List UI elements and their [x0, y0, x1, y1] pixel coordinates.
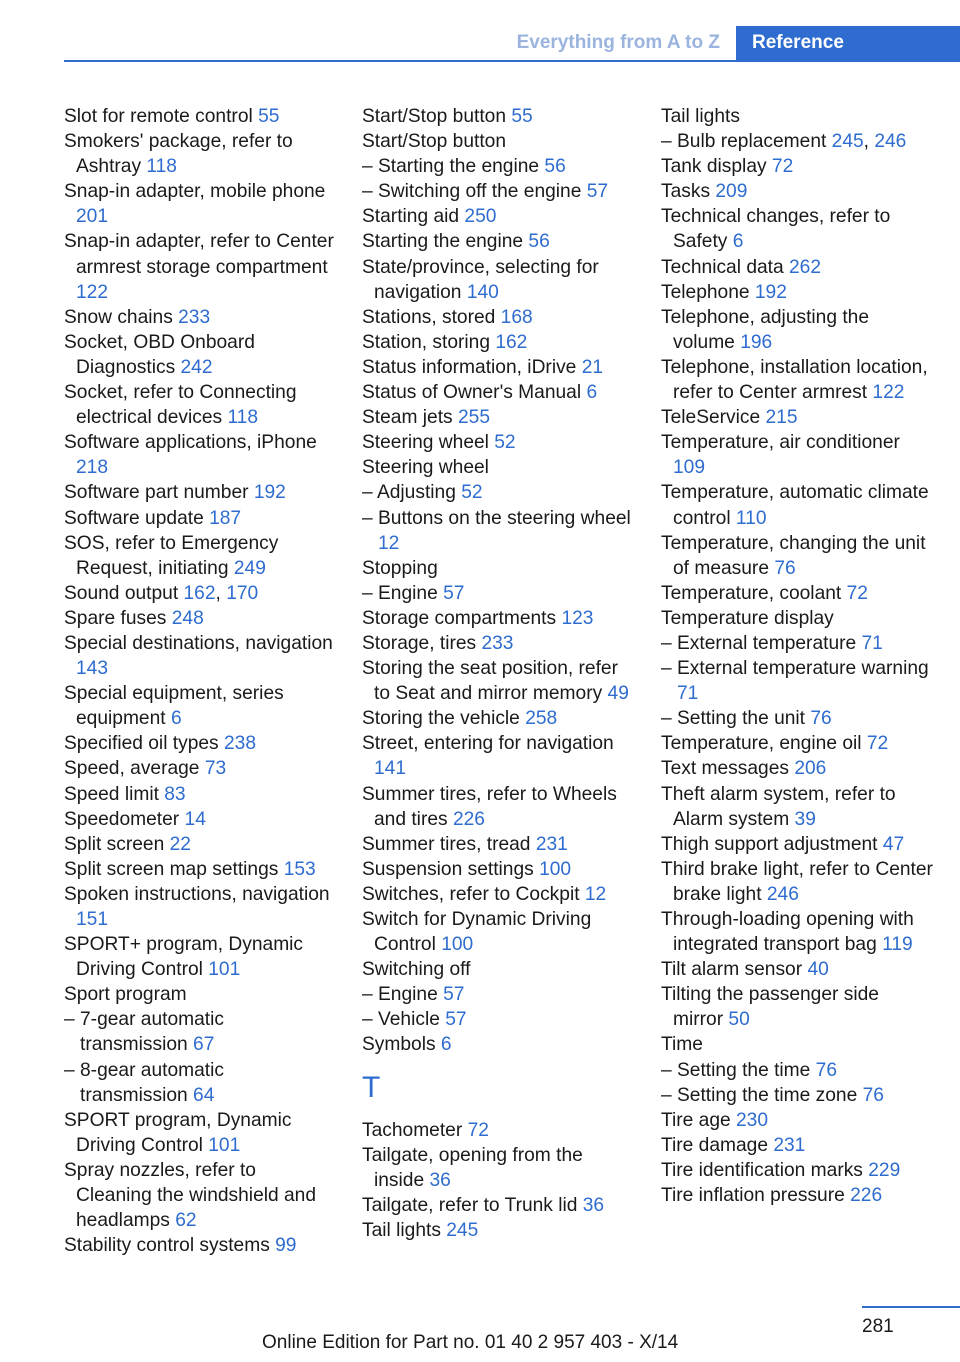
index-entry-label: Spare fuses — [64, 607, 172, 629]
index-entry — [362, 1143, 634, 1193]
index-entry-label: Summer tires, tread — [362, 833, 536, 855]
index-entry — [64, 932, 336, 982]
index-entry-label: Start/Stop button — [362, 106, 512, 127]
page-reference-link[interactable]: 72 — [846, 582, 868, 604]
index-entry-label: Special equipment, series equipment — [64, 683, 284, 730]
index-entry-label: State/province, selecting for navigation — [362, 256, 599, 303]
page-reference-link[interactable]: 55 — [258, 106, 280, 127]
page-reference-link[interactable]: 22 — [169, 833, 191, 855]
index-entry-label: Start/Stop button — [362, 131, 506, 153]
index-entry-label: – Setting the time — [661, 1059, 816, 1081]
index-entry — [362, 656, 634, 706]
index-subentry: – Bulb replacement 245, 246 — [661, 131, 907, 153]
index-entry-label: Software update — [64, 507, 210, 529]
index-entry-label: Text messages — [661, 758, 795, 780]
index-entry-label: Tire inflation pressure — [661, 1185, 851, 1207]
index-entry-label: – Engine — [362, 582, 444, 604]
page-reference-link[interactable]: 73 — [204, 758, 227, 780]
page-reference-link[interactable]: 40 — [807, 959, 829, 981]
index-entry-label: Spoken instructions, navigation — [64, 883, 330, 905]
index-entry — [64, 807, 336, 832]
index-entry-label: Tire damage — [661, 1134, 774, 1156]
page-reference-link[interactable]: 71 — [677, 683, 699, 705]
page-reference-link[interactable]: 242 — [180, 356, 213, 378]
page-reference-link[interactable]: 246 — [874, 131, 907, 153]
index-entry — [661, 1108, 933, 1133]
index-entry-label: Street, entering for navigation — [362, 733, 614, 755]
index-entry — [362, 430, 634, 455]
page-reference-link[interactable]: 231 — [773, 1134, 806, 1156]
page-reference-link[interactable]: 153 — [283, 858, 316, 880]
page-reference-link[interactable]: 206 — [794, 758, 827, 780]
index-entry-label: Theft alarm system, refer to Alarm system — [661, 783, 896, 830]
index-entry-label: Switching off — [362, 959, 471, 981]
index-entry-label: Technical changes, refer to Safety — [661, 206, 891, 253]
page-reference-link[interactable]: 72 — [467, 1119, 489, 1141]
index-column-3 — [661, 104, 933, 1208]
page-reference-link[interactable]: 246 — [766, 883, 799, 905]
page-reference-link[interactable]: 99 — [275, 1235, 297, 1257]
index-entry-label: Third brake light, refer to Center brake light — [661, 858, 933, 905]
page-reference-link[interactable]: 262 — [789, 256, 822, 278]
index-subentry — [362, 506, 634, 556]
index-subentry — [64, 1007, 336, 1057]
page-reference-link[interactable]: 110 — [735, 507, 767, 529]
page-reference-link[interactable]: 71 — [861, 632, 883, 654]
index-entry-label: SPORT program, Dynamic Driving Control — [64, 1109, 292, 1156]
index-entry-label: Special destinations, navigation — [64, 632, 333, 654]
page-reference-link[interactable]: 12 — [584, 883, 607, 905]
index-entry-label: Temperature, engine oil — [661, 733, 867, 755]
index-entry-label: Temperature, automatic climate control — [661, 482, 929, 529]
index-entry — [64, 179, 336, 229]
page-reference-link[interactable]: 52 — [461, 482, 483, 504]
header-section-title: Everything from A to Z — [516, 32, 720, 53]
index-entry — [661, 480, 933, 530]
index-entry-label: Tire identification marks — [661, 1159, 869, 1181]
page-reference-link[interactable]: 57 — [443, 984, 465, 1006]
index-entry-label: Smokers' package, refer to Ashtray — [64, 131, 293, 178]
page-reference-link[interactable]: 6 — [440, 1034, 452, 1056]
index-entry — [362, 907, 634, 957]
page-reference-link[interactable]: 56 — [528, 231, 550, 253]
page-reference-link[interactable]: 255 — [457, 407, 490, 429]
index-entry — [661, 957, 933, 982]
index-entry-label: Storing the seat position, refer to Seat and mirror memory — [362, 658, 618, 705]
index-entry-label: Tail lights — [362, 1219, 447, 1241]
index-entry — [661, 1133, 933, 1158]
index-entry-label: Tailgate, refer to Trunk lid — [362, 1194, 583, 1216]
index-subentry — [362, 982, 634, 1007]
footer-edition-text: Online Edition for Part no. 01 40 2 957 403 - X/14 — [262, 1332, 679, 1353]
page-reference-link[interactable]: 170 — [226, 582, 259, 604]
index-subentry — [362, 154, 634, 179]
index-entry-label: Technical data — [661, 256, 789, 278]
page-reference-link[interactable]: 192 — [754, 281, 787, 303]
index-subentry — [661, 1058, 933, 1083]
page-reference-link[interactable]: 248 — [171, 607, 204, 629]
index-entry-label: Starting the engine — [362, 231, 529, 253]
index-entry-label: Status information, iDrive — [362, 356, 582, 378]
index-entry — [362, 1193, 634, 1218]
index-entry — [64, 832, 336, 857]
index-entry — [362, 405, 634, 430]
index-entry-label: – Bulb replacement — [661, 131, 832, 153]
index-entry — [362, 380, 634, 405]
page-reference-link[interactable]: 196 — [740, 331, 773, 353]
index-entry — [64, 681, 336, 731]
index-entry-label: Tachometer — [362, 1119, 468, 1141]
index-entry-label: Time — [661, 1034, 703, 1056]
index-entry-label: – Vehicle — [362, 1009, 446, 1031]
page-reference-link[interactable]: 100 — [539, 858, 572, 880]
page-reference-link[interactable]: 233 — [178, 306, 211, 328]
index-subentry — [362, 179, 634, 204]
index-entry — [362, 1032, 634, 1057]
index-entry-label: Starting aid — [362, 206, 465, 228]
page-reference-link[interactable]: 57 — [443, 582, 465, 604]
page-reference-link[interactable]: 50 — [728, 1009, 750, 1031]
index-entry-label: Symbols — [362, 1034, 441, 1056]
index-entry — [64, 606, 336, 631]
index-entry — [661, 305, 933, 355]
page-reference-link[interactable]: 162 — [495, 331, 528, 353]
index-entry-label: Spray nozzles, refer to Cleaning the windshield and headlamps — [64, 1159, 317, 1232]
page-header — [64, 26, 960, 62]
index-entry-label: Snap-in adapter, mobile phone — [64, 181, 326, 203]
page-number: 281 — [862, 1316, 894, 1337]
page-reference-link[interactable]: 245 — [446, 1219, 479, 1241]
index-entry-label: – 8-gear automatic transmission — [64, 1059, 224, 1106]
index-entry — [661, 531, 933, 581]
index-entry-label: Telephone, adjusting the volume — [661, 306, 870, 353]
index-entry-label: Split screen map settings — [64, 858, 284, 880]
index-entry — [362, 782, 634, 832]
page-reference-link[interactable]: 229 — [868, 1159, 901, 1181]
index-entry-label: Tank display — [661, 156, 772, 178]
index-entry-label: Socket, refer to Connecting electrical devices — [64, 382, 297, 429]
index-entry — [661, 606, 933, 631]
index-entry — [64, 380, 336, 430]
page-reference-link[interactable]: 209 — [715, 181, 748, 203]
index-entry — [64, 1108, 336, 1158]
page-reference-link[interactable]: 118 — [146, 156, 177, 178]
page-reference-link[interactable]: 230 — [736, 1109, 769, 1131]
index-entry-label: Speedometer — [64, 808, 185, 830]
footer-rule — [862, 1306, 960, 1308]
page-reference-link[interactable]: 122 — [872, 382, 905, 404]
page-reference-link[interactable]: 57 — [445, 1009, 467, 1031]
index-entry — [661, 104, 933, 129]
index-entry — [64, 480, 336, 505]
index-column-1 — [64, 104, 336, 1258]
index-entry — [64, 756, 336, 781]
page-reference-link[interactable]: 109 — [673, 457, 706, 479]
page-reference-link[interactable]: 72 — [866, 733, 889, 755]
index-entry-label: Stations, stored — [362, 306, 501, 328]
index-entry-label: – Engine — [362, 984, 444, 1006]
index-entry — [64, 982, 336, 1007]
index-entry-label: Snap-in adapter, refer to Center armrest storage compartment — [64, 231, 334, 278]
page-reference-link[interactable]: 55 — [511, 106, 533, 127]
index-entry-label: Stability control systems — [64, 1235, 276, 1257]
index-entry-label: Temperature, coolant — [661, 582, 847, 604]
page-reference-link[interactable]: 36 — [429, 1169, 451, 1191]
index-entry-label: Steam jets — [362, 407, 458, 429]
index-entry — [661, 756, 933, 781]
index-entry-label: Temperature, changing the unit of measure — [661, 532, 926, 579]
index-entry — [64, 531, 336, 581]
index-entry-label: Split screen — [64, 833, 170, 855]
index-entry-label: – Buttons on the steering wheel — [362, 507, 631, 529]
index-entry — [362, 606, 634, 631]
index-entry — [64, 882, 336, 932]
index-entry-label: Specified oil types — [64, 733, 224, 755]
index-entry — [362, 706, 634, 731]
page-reference-link[interactable]: 118 — [227, 407, 259, 429]
index-entry — [362, 129, 634, 154]
index-entry — [661, 204, 933, 254]
index-subentry — [661, 631, 933, 656]
page-reference-link[interactable]: 226 — [850, 1185, 883, 1207]
page-reference-link[interactable]: 101 — [208, 1134, 241, 1156]
page-reference-link[interactable]: 233 — [481, 632, 514, 654]
index-entry — [661, 154, 933, 179]
index-entry — [362, 1118, 634, 1143]
index-entry-label: – External temperature warning — [661, 658, 929, 680]
index-entry-label: Storage, tires — [362, 632, 482, 654]
page-reference-link[interactable]: 76 — [774, 557, 796, 579]
index-entry — [64, 330, 336, 380]
index-entry — [661, 355, 933, 405]
page-reference-link[interactable]: 100 — [441, 934, 474, 956]
page-reference-link[interactable]: 72 — [771, 156, 794, 178]
index-subentry — [362, 1007, 634, 1032]
index-entry-label: Temperature, air conditioner — [661, 432, 900, 454]
index-entry — [64, 857, 336, 882]
index-entry — [64, 731, 336, 756]
index-entry-label: Stopping — [362, 557, 438, 579]
index-entry-label: Sport program — [64, 984, 187, 1006]
page-reference-link[interactable]: 151 — [76, 909, 109, 930]
index-entry — [661, 179, 933, 204]
index-entry — [362, 455, 634, 480]
page-reference-link[interactable]: 119 — [882, 934, 913, 956]
index-entry-label: Thigh support adjustment — [661, 833, 883, 855]
index-entry-label: – 7-gear automatic transmission — [64, 1009, 224, 1056]
index-entry — [362, 104, 634, 129]
index-entry — [362, 355, 634, 380]
page-reference-link[interactable]: 162 — [183, 582, 216, 604]
index-entry — [661, 832, 933, 857]
index-entry — [661, 982, 933, 1032]
index-entry-label: – Switching off the engine — [362, 181, 587, 203]
index-entry — [362, 1218, 634, 1243]
index-entry-label: Tire age — [661, 1109, 737, 1131]
page-reference-link[interactable]: 218 — [76, 457, 109, 479]
page-reference-link[interactable]: 192 — [253, 482, 286, 504]
index-entry — [362, 204, 634, 229]
page-reference-link[interactable]: 143 — [76, 658, 109, 680]
index-entry — [362, 556, 634, 581]
index-entry-label: Summer tires, refer to Wheels and tires — [362, 783, 617, 830]
index-entry-label: TeleService — [661, 407, 766, 429]
index-entry-label: Steering wheel — [362, 432, 495, 454]
page-reference-link[interactable]: 140 — [466, 281, 499, 303]
page-reference-link[interactable]: 6 — [732, 231, 744, 253]
index-entry-label: – Setting the time zone — [661, 1084, 863, 1106]
index-entry-label: Tilting the passenger side mirror — [661, 984, 879, 1031]
index-entry-label: Telephone, installation location, refer to Center armrest — [661, 356, 928, 404]
page-reference-link[interactable]: 231 — [535, 833, 568, 855]
page-reference-link[interactable]: 12 — [378, 532, 400, 554]
index-entry-label: SOS, refer to Emergency Request, initiating — [64, 532, 279, 579]
page-reference-link[interactable]: 76 — [810, 708, 832, 730]
page-reference-link[interactable]: 141 — [374, 758, 407, 780]
page-reference-link[interactable]: 6 — [170, 708, 182, 730]
index-entry-label: – Setting the unit — [661, 708, 811, 730]
index-letter-heading: T — [362, 1070, 381, 1104]
index-entry — [362, 229, 634, 254]
index-entry — [64, 506, 336, 531]
page-reference-link[interactable]: 101 — [208, 959, 241, 981]
index-entry-label: Sound output — [64, 582, 184, 604]
index-entry — [661, 857, 933, 907]
page-reference-link[interactable]: 76 — [815, 1059, 837, 1081]
index-entry-label: Switches, refer to Cockpit — [362, 883, 585, 905]
index-subentry — [661, 656, 933, 706]
index-entry-label: Suspension settings — [362, 858, 540, 880]
index-entry — [64, 305, 336, 330]
index-entry — [362, 305, 634, 330]
page-reference-link[interactable]: 226 — [452, 808, 485, 830]
header-rule — [64, 60, 960, 62]
index-entry — [661, 1183, 933, 1208]
index-entry — [64, 1158, 336, 1233]
index-entry — [661, 430, 933, 480]
index-entry — [661, 581, 933, 606]
index-entry — [661, 731, 933, 756]
page-reference-link[interactable]: 52 — [494, 432, 516, 454]
index-entry-label: Status of Owner's Manual — [362, 382, 587, 404]
index-entry — [362, 882, 634, 907]
page-reference-link[interactable]: 62 — [175, 1210, 197, 1232]
page-reference-link[interactable]: 122 — [76, 281, 109, 303]
index-entry — [64, 631, 336, 681]
index-entry-label: Storing the vehicle — [362, 708, 526, 730]
page-reference-link[interactable]: 14 — [184, 808, 206, 830]
index-entry-label: – Starting the engine — [362, 156, 545, 178]
index-entry: Sound output 162, 170 — [64, 582, 259, 604]
page-reference-link[interactable]: 21 — [581, 356, 604, 378]
index-entry — [362, 330, 634, 355]
index-entry — [362, 731, 634, 781]
page-reference-link[interactable]: 6 — [586, 382, 598, 404]
index-entry — [64, 129, 336, 179]
index-entry — [362, 255, 634, 305]
index-entry — [362, 957, 634, 982]
page-reference-link[interactable]: 36 — [582, 1194, 605, 1216]
index-entry-label: Temperature display — [661, 607, 834, 629]
page-reference-link[interactable]: 187 — [209, 507, 242, 529]
page-reference-link[interactable]: 123 — [561, 607, 594, 629]
index-entry — [64, 782, 336, 807]
index-subentry — [661, 1083, 933, 1108]
index-entry-label: Snow chains — [64, 306, 179, 328]
index-entry — [661, 405, 933, 430]
index-entry — [661, 907, 933, 957]
index-entry-label: Tasks — [661, 181, 716, 203]
page-reference-link[interactable]: 49 — [607, 683, 629, 705]
index-entry — [661, 1032, 933, 1057]
page-reference-link[interactable]: 168 — [500, 306, 533, 328]
index-entry — [661, 280, 933, 305]
page-reference-link[interactable]: 201 — [76, 206, 109, 228]
index-entry-label: Storage compartments — [362, 607, 562, 629]
index-entry-label: Speed, average — [64, 758, 205, 780]
page-reference-link[interactable]: 47 — [882, 833, 905, 855]
index-entry-label: Tailgate, opening from the inside — [362, 1144, 583, 1191]
index-entry-label: Telephone — [661, 281, 755, 303]
index-entry-label: – External temperature — [661, 632, 862, 654]
index-entry-label: Slot for remote control — [64, 106, 259, 127]
index-entry-label: Speed limit — [64, 783, 165, 805]
index-entry-label: Software part number — [64, 482, 254, 504]
page-reference-link[interactable]: 249 — [233, 557, 266, 579]
index-entry-label: Station, storing — [362, 331, 496, 353]
page-reference-link[interactable]: 258 — [525, 708, 558, 730]
page-reference-link[interactable]: 67 — [193, 1034, 215, 1056]
index-entry-label: Tilt alarm sensor — [661, 959, 808, 981]
index-entry-label: Through-loading opening with integrated transport bag — [661, 909, 914, 956]
index-entry — [64, 430, 336, 480]
index-entry — [64, 104, 336, 129]
index-entry — [661, 1158, 933, 1183]
index-entry — [64, 1233, 336, 1258]
page-reference-link[interactable]: 76 — [862, 1084, 884, 1106]
index-entry-label: SPORT+ program, Dynamic Driving Control — [64, 934, 304, 981]
page-reference-link[interactable]: 57 — [586, 181, 609, 203]
index-column-2 — [362, 104, 634, 1243]
page-reference-link[interactable]: 64 — [193, 1084, 215, 1106]
page-reference-link[interactable]: 245 — [831, 131, 864, 153]
index-entry — [362, 857, 634, 882]
index-entry — [64, 229, 336, 304]
index-entry-label: Steering wheel — [362, 457, 489, 479]
index-entry-label: – Adjusting — [362, 482, 462, 504]
index-subentry — [362, 480, 634, 505]
index-entry-label: Socket, OBD Onboard Diagnostics — [64, 331, 255, 378]
page-reference-link[interactable]: 215 — [765, 407, 798, 429]
index-subentry — [64, 1058, 336, 1108]
index-entry — [661, 782, 933, 832]
index-entry-label: Tail lights — [661, 106, 740, 127]
page-reference-link[interactable]: 83 — [164, 783, 186, 805]
index-subentry — [661, 706, 933, 731]
page-reference-link[interactable]: 56 — [544, 156, 566, 178]
page-reference-link[interactable]: 39 — [794, 808, 816, 830]
header-tab-reference[interactable]: Reference — [736, 26, 960, 60]
index-entry-label: Software applications, iPhone — [64, 432, 317, 454]
index-entry — [362, 631, 634, 656]
index-entry — [362, 832, 634, 857]
page-reference-link[interactable]: 250 — [464, 206, 497, 228]
page-reference-link[interactable]: 238 — [223, 733, 256, 755]
index-entry — [661, 255, 933, 280]
index-subentry — [362, 581, 634, 606]
index-entry-label: Switch for Dynamic Driving Control — [362, 909, 592, 956]
